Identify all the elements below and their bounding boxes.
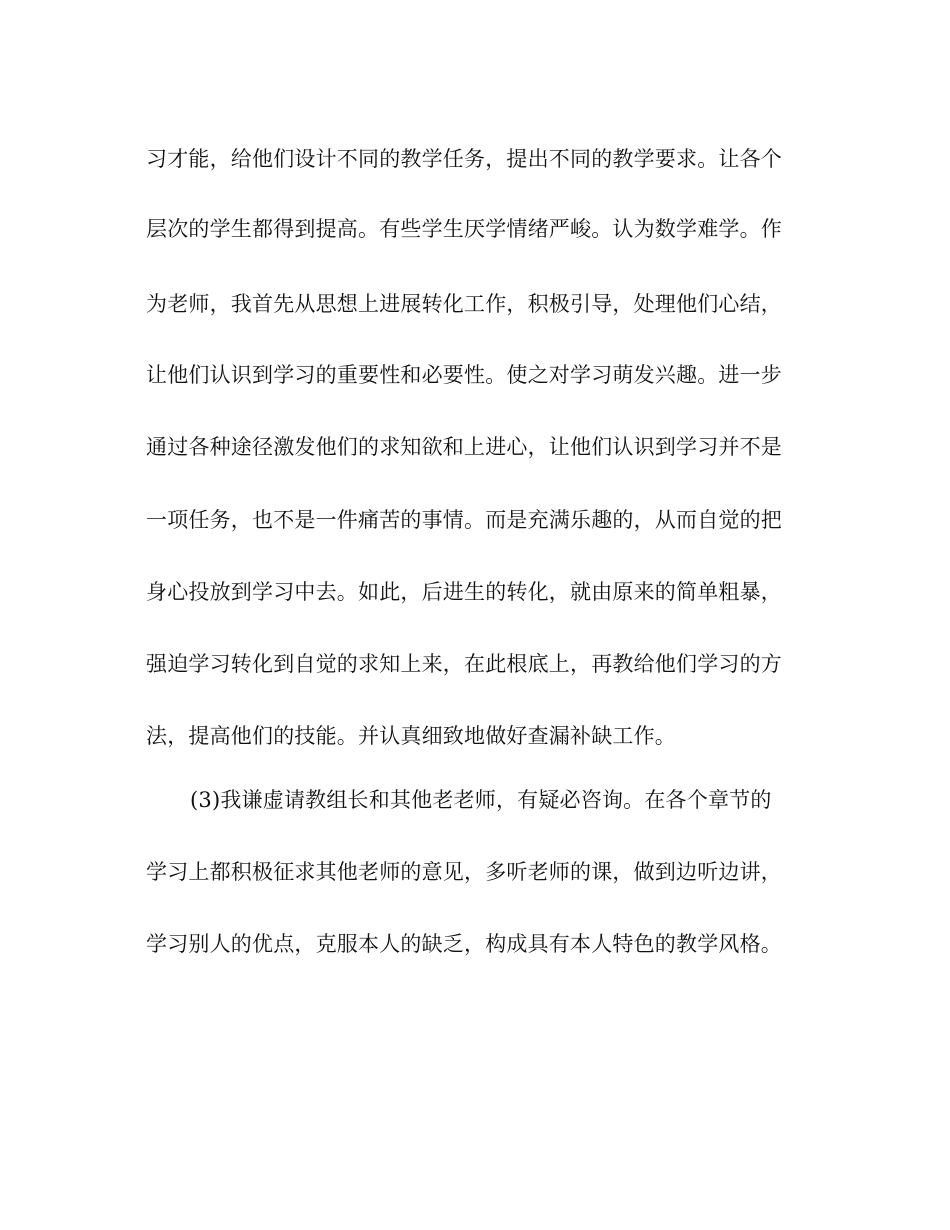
text-line: 层次的学生都得到提高。有些学生厌学情绪严峻。认为数学难学。作 [146,217,782,241]
text-line: 习才能，给他们设计不同的教学任务，提出不同的教学要求。让各个 [146,147,782,171]
text-line: 为老师，我首先从思想上进展转化工作，积极引导，处理他们心结， [146,292,782,316]
text-line: 强迫学习转化到自觉的求知上来，在此根底上，再教给他们学习的方 [146,652,782,676]
text-line: 一项任务，也不是一件痛苦的事情。而是充满乐趣的，从而自觉的把 [146,508,782,532]
text-line: 身心投放到学习中去。如此，后进生的转化，就由原来的简单粗暴， [146,580,782,604]
text-line: 学习上都积极征求其他老师的意见，多听老师的课，做到边听边讲， [146,860,782,884]
text-line: 通过各种途径激发他们的求知欲和上进心，让他们认识到学习并不是 [146,435,782,459]
text-line: 法，提高他们的技能。并认真细致地做好查漏补缺工作。 [146,724,676,748]
paragraph-start-line: (3)我谦虚请教组长和其他老老师，有疑必咨询。在各个章节的 [190,788,772,812]
text-line: 让他们认识到学习的重要性和必要性。使之对学习萌发兴趣。进一步 [146,363,782,387]
text-line: 学习别人的优点，克服本人的缺乏，构成具有本人特色的教学风格。 [146,932,782,956]
